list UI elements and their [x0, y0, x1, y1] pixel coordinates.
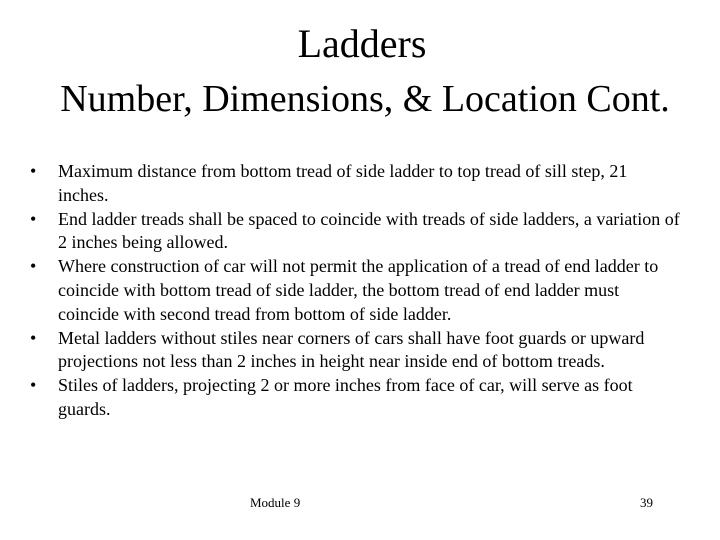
bullet-text: Metal ladders without stiles near corners of cars shall have foot guards or upward projections not less than 2 inches in height near inside end of bottom treads.: [58, 327, 645, 372]
bullet-text: Maximum distance from bottom tread of side ladder to top tread of sill step, 21 inches.: [58, 161, 628, 205]
bullet-marker: •: [30, 256, 37, 277]
bullet-item: [30, 208, 680, 256]
page-number: 39: [640, 495, 653, 510]
bullet-marker: •: [30, 327, 37, 348]
bullet-marker: •: [30, 375, 37, 396]
bullet-item: [30, 374, 680, 422]
footer-module-label: Module 9: [250, 495, 301, 510]
bullet-marker: •: [30, 208, 37, 229]
slide-subtitle: Number, Dimensions, & Location Cont.: [60, 78, 670, 120]
bullet-text: End ladder treads shall be spaced to coincide with treads of side ladders, a variation of 2 inches being allowed.: [58, 208, 680, 253]
bullet-item: [30, 327, 680, 375]
bullet-text: Stiles of ladders, projecting 2 or more inches from face of car, will serve as foot guards.: [58, 375, 633, 419]
bullet-marker: •: [30, 161, 37, 181]
slide-title: Ladders: [297, 21, 427, 66]
bullet-item: [30, 255, 680, 326]
bullet-item: [30, 160, 680, 208]
bullet-text: Where construction of car will not permit the application of a tread of end ladder to coincide with bottom tread of side ladder, the bottom tread of end ladder must coincide with second tread from bottom of side ladder.: [58, 256, 659, 324]
bullet-list: [30, 160, 680, 422]
